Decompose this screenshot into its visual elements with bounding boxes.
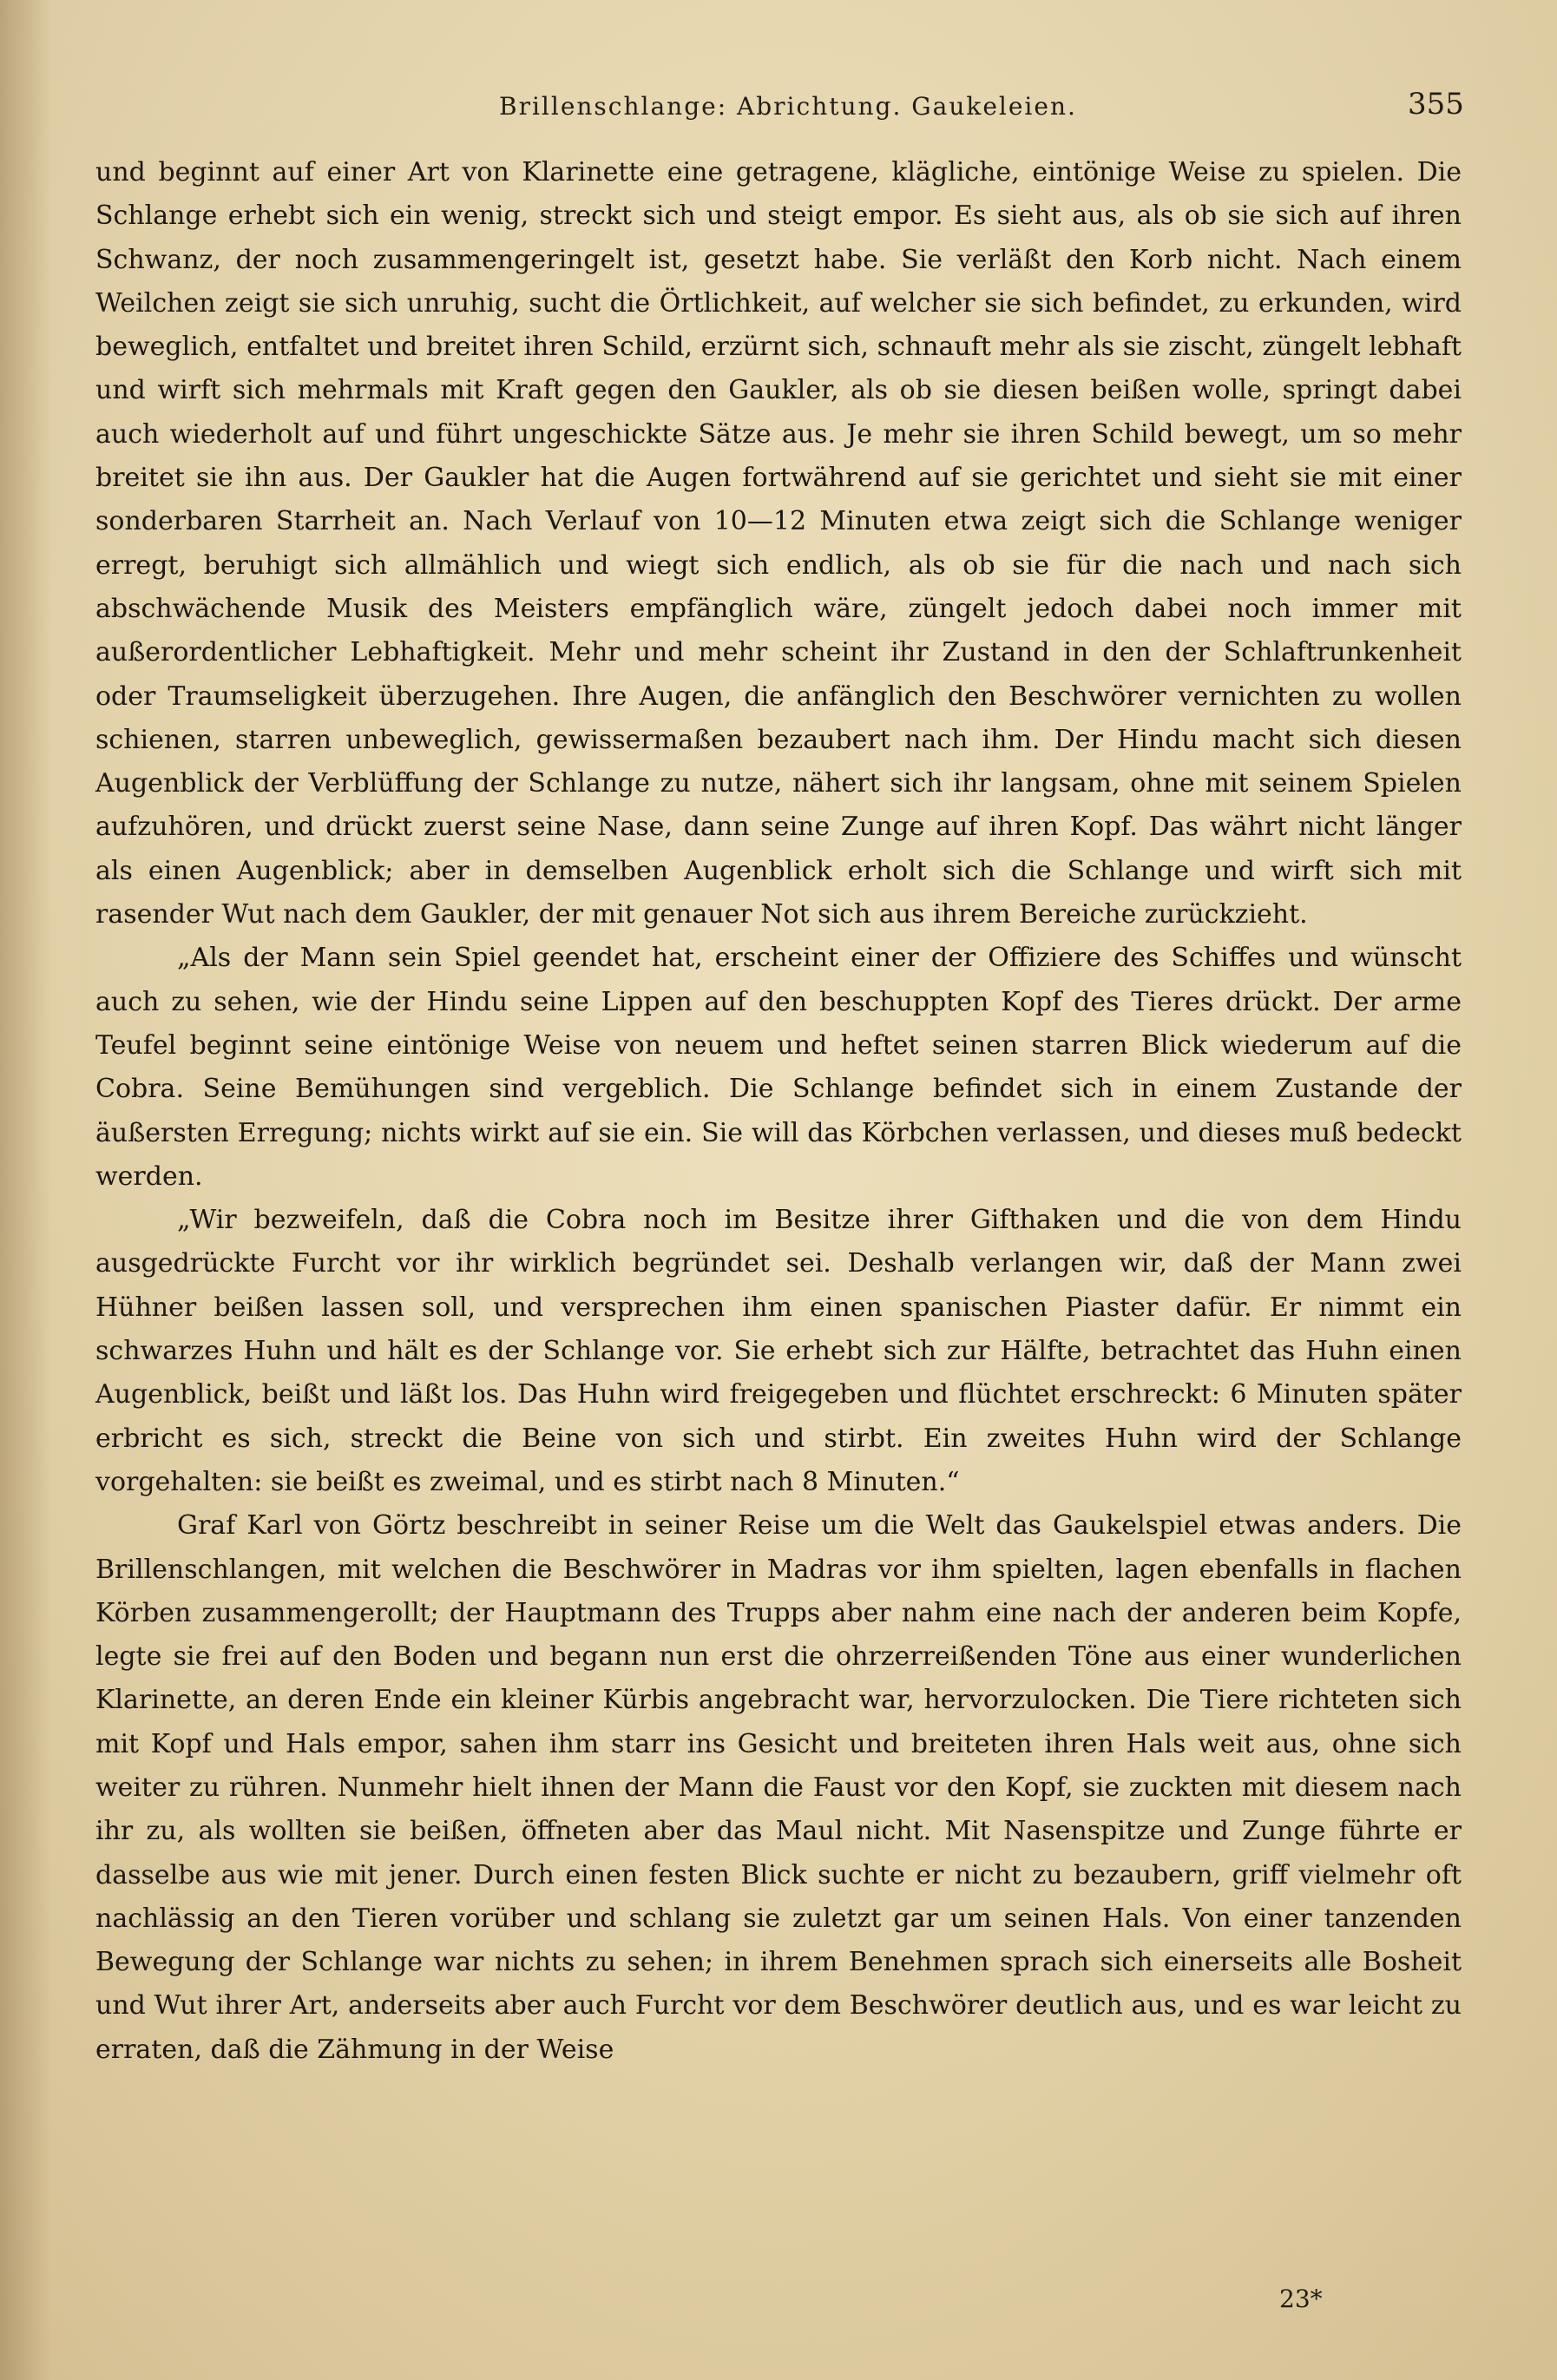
paragraph-3: „Wir bezweifeln, daß die Cobra noch im Besitze ihrer Gifthaken und die von dem Hindu ausgedrückte Furcht vor ihr wirklich begründet sei. Deshalb verlangen wir, daß der Mann zwei Hühner beißen lassen soll, und versprechen ihm einen spanischen Piaster dafür. Er nimmt ein schwarzes Huhn und hält es der Schlange vor. Sie erhebt sich zur Hälfte, betrachtet das Huhn einen Augenblick, beißt und läßt los. Das Huhn wird freigegeben und flüchtet erschreckt: 6 Minuten später erbricht es sich, streckt die Beine von sich und stirbt. Ein zweites Huhn wird der Schlange vorgehalten: sie beißt es zweimal, und es stirbt nach 8 Minuten.“ <box>95 1205 1462 1497</box>
page-number: 355 <box>1408 87 1464 122</box>
binding-shadow <box>0 0 52 2380</box>
running-header: Brillenschlange: Abrichtung. Gaukeleien. <box>499 92 1077 121</box>
body-text <box>95 151 1462 2072</box>
paragraph-2: „Als der Mann sein Spiel geendet hat, erscheint einer der Offiziere des Schiffes und wünscht auch zu sehen, wie der Hindu seine Lippen auf den beschuppten Kopf des Tieres drückt. Der arme Teufel beginnt seine eintönige Weise von neuem und heftet seinen starren Blick wiederum auf die Cobra. Seine Bemühungen sind vergeblich. Die Schlange befindet sich in einem Zustande der äußersten Erregung; nichts wirkt auf sie ein. Sie will das Körbchen verlassen, und dieses muß bedeckt werden. <box>95 943 1462 1192</box>
signature-mark: 23* <box>1279 2285 1323 2313</box>
paragraph-1: und beginnt auf einer Art von Klarinette eine getragene, klägliche, eintönige Weise zu spielen. Die Schlange erhebt sich ein wenig, streckt sich und steigt empor. Es sieht aus, als ob sie sich auf ihren Schwanz, der noch zusammengeringelt ist, gesetzt habe. Sie verläßt den Korb nicht. Nach einem Weilchen zeigt sie sich unruhig, sucht die Örtlichkeit, auf welcher sie sich befindet, zu erkunden, wird beweglich, entfaltet und breitet ihren Schild, erzürnt sich, schnauft mehr als sie zischt, züngelt lebhaft und wirft sich mehrmals mit Kraft gegen den Gaukler, als ob sie diesen beißen wolle, springt dabei auch wiederholt auf und führt ungeschickte Sätze aus. Je mehr sie ihren Schild bewegt, um so mehr breitet sie ihn aus. Der Gaukler hat die Augen fortwährend auf sie gerichtet und sieht sie mit einer sonderbaren Starrheit an. Nach Verlauf von 10—12 Minuten etwa zeigt sich die Schlange weniger erregt, beruhigt sich allmählich und wiegt sich endlich, als ob sie für die nach und nach sich abschwächende Musik des Meisters empfänglich wäre, züngelt jedoch dabei noch immer mit außerordentlicher Lebhaftigkeit. Mehr und mehr scheint ihr Zustand in den der Schlaftrunkenheit oder Traumseligkeit überzugehen. Ihre Augen, die anfänglich den Beschwörer vernichten zu wollen schienen, starren unbeweglich, gewissermaßen bezaubert nach ihm. Der Hindu macht sich diesen Augenblick der Verblüffung der Schlange zu nutze, nähert sich ihr langsam, ohne mit seinem Spielen aufzuhören, und drückt zuerst seine Nase, dann seine Zunge auf ihren Kopf. Das währt nicht länger als einen Augenblick; aber in demselben Augenblick erholt sich die Schlange und wirft sich mit rasender Wut nach dem Gaukler, der mit genauer Not sich aus ihrem Bereiche zurückzieht. <box>95 157 1462 930</box>
paragraph-4: Graf Karl von Görtz beschreibt in seiner Reise um die Welt das Gaukelspiel etwas anders. Die Brillenschlangen, mit welchen die Beschwörer in Madras vor ihm spielten, lagen ebenfalls in flachen Körben zusammengerollt; der Hauptmann des Trupps aber nahm eine nach der anderen beim Kopfe, legte sie frei auf den Boden und begann nun erst die ohrzerreißenden Töne aus einer wunderlichen Klarinette, an deren Ende ein kleiner Kürbis angebracht war, hervorzulocken. Die Tiere richteten sich mit Kopf und Hals empor, sahen ihm starr ins Gesicht und breiteten ihren Hals weit aus, ohne sich weiter zu rühren. Nunmehr hielt ihnen der Mann die Faust vor den Kopf, sie zuckten mit diesem nach ihr zu, als wollten sie beißen, öffneten aber das Maul nicht. Mit Nasenspitze und Zunge führte er dasselbe aus wie mit jener. Durch einen festen Blick suchte er nicht zu bezaubern, griff vielmehr oft nachlässig an den Tieren vorüber und schlang sie zuletzt gar um seinen Hals. Von einer tanzenden Bewegung der Schlange war nichts zu sehen; in ihrem Benehmen sprach sich einerseits alle Bosheit und Wut ihrer Art, anderseits aber auch Furcht vor dem Beschwörer deutlich aus, und es war leicht zu erraten, daß die Zähmung in der Weise <box>95 1510 1462 2065</box>
